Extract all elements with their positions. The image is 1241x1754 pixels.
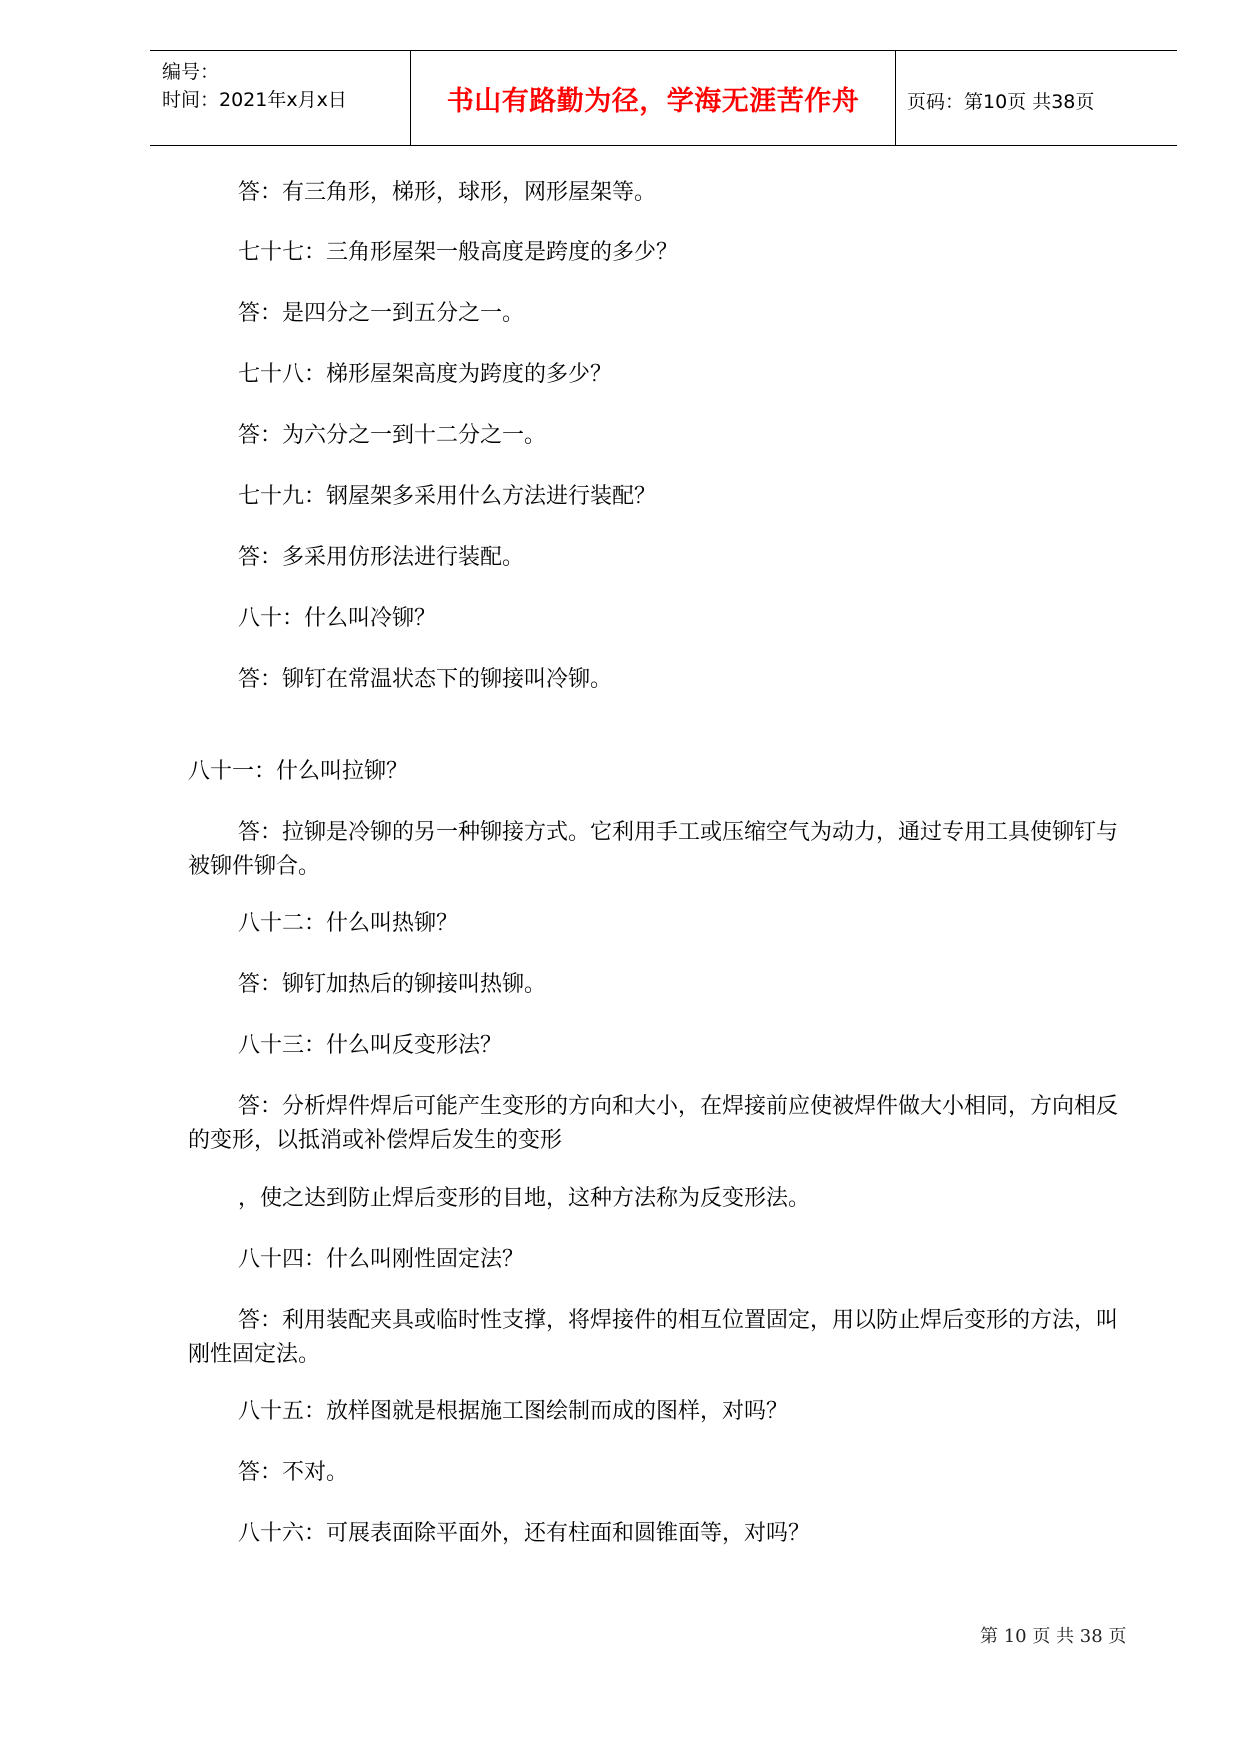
paragraph: 八十五：放样图就是根据施工图绘制而成的图样，对吗？ (238, 1399, 789, 1424)
paragraph: 答：不对。 (238, 1460, 349, 1485)
header-right-cell (895, 51, 1177, 145)
paragraph: 答：是四分之一到五分之一。 (238, 301, 525, 326)
paragraph: 答：拉铆是冷铆的另一种铆接方式。它利用手工或压缩空气为动力，通过专用工具使铆钉与被铆件铆合。 (188, 820, 1119, 879)
paragraph: 答：分析焊件焊后可能产生变形的方向和大小，在焊接前应使被焊件做大小相同，方向相反的变形，以抵消或补偿焊后发生的变形 (188, 1094, 1119, 1153)
paragraph: 答：多采用仿形法进行装配。 (238, 545, 525, 570)
paragraph: ，使之达到防止焊后变形的目地，这种方法称为反变形法。 (238, 1186, 811, 1211)
page-footer: 第 10 页 共 38 页 (980, 1626, 1127, 1647)
paragraph: 八十三：什么叫反变形法？ (238, 1033, 503, 1058)
paragraph: 七十九：钢屋架多采用什么方法进行装配？ (238, 484, 657, 509)
paragraph: 答：为六分之一到十二分之一。 (238, 423, 547, 448)
page-header (150, 50, 1177, 146)
header-left-cell (150, 51, 410, 145)
document-number-label: 编号： (162, 61, 220, 83)
document-time-label: 时间：2021年x月x日 (162, 89, 347, 111)
header-page-code: 页码：第10页 共38页 (907, 91, 1095, 113)
paragraph: 八十：什么叫冷铆？ (238, 606, 437, 631)
paragraph: 七十七：三角形屋架一般高度是跨度的多少？ (238, 240, 679, 265)
paragraph: 七十八：梯形屋架高度为跨度的多少？ (238, 362, 613, 387)
paragraph: 八十二：什么叫热铆？ (238, 911, 459, 936)
paragraph: 答：铆钉在常温状态下的铆接叫冷铆。 (238, 667, 613, 692)
paragraph: 八十四：什么叫刚性固定法？ (238, 1247, 525, 1272)
paragraph: 八十六：可展表面除平面外，还有柱面和圆锥面等，对吗？ (238, 1521, 811, 1546)
header-motto: 书山有路勤为径，学海无涯苦作舟 (446, 86, 860, 117)
paragraph: 答：有三角形，梯形，球形，网形屋架等。 (238, 180, 657, 205)
paragraph: 答：利用装配夹具或临时性支撑，将焊接件的相互位置固定，用以防止焊后变形的方法，叫刚性固定法。 (188, 1308, 1119, 1367)
paragraph: 八十一：什么叫拉铆？ (188, 759, 409, 784)
paragraph: 答：铆钉加热后的铆接叫热铆。 (238, 972, 547, 997)
header-middle-cell (410, 51, 896, 145)
